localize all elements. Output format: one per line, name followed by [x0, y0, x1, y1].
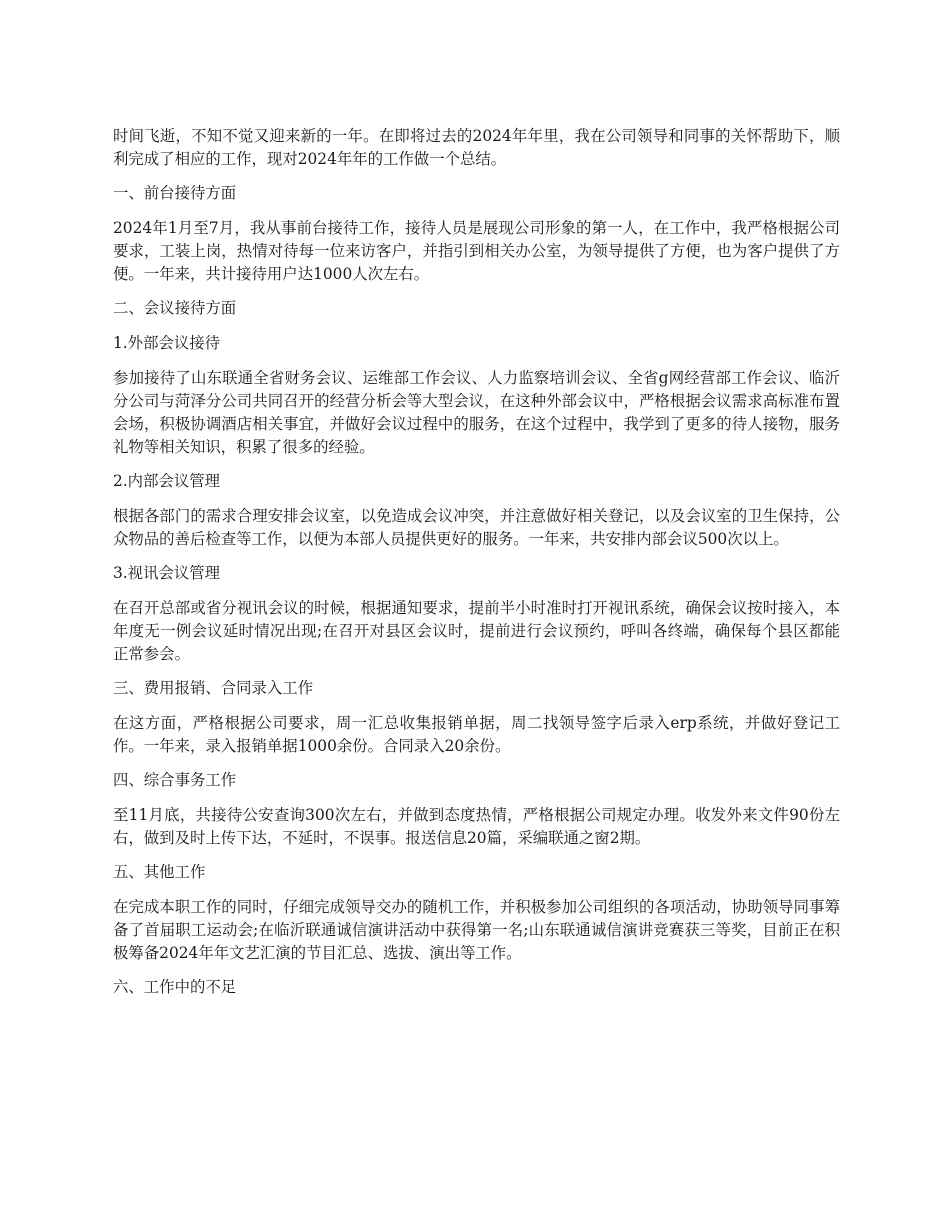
external-meetings-paragraph: 参加接待了山东联通全省财务会议、运维部工作会议、人力监察培训会议、全省g网经营部工作会议、临沂分公司与菏泽分公司共同召开的经营分析会等大型会议，在这种外部会议中，严格根据会议需求高标准布置会场，积极协调酒店相关事宜，并做好会议过程中的服务，在这个过程中，我学到了更多的待人接物，服务礼物等相关知识，积累了很多的经验。 [113, 369, 840, 456]
section-heading-expenses: 三、费用报销、合同录入工作 [113, 679, 314, 697]
other-work-paragraph: 在完成本职工作的同时，仔细完成领导交办的随机工作，并积极参加公司组织的各项活动，协助领导同事筹备了首届职工运动会;在临沂联通诚信演讲活动中获得第一名;山东联通诚信演讲竞赛获三等奖，目前正在积极筹备2024年年文艺汇演的节目汇总、选拔、演出等工作。 [113, 898, 840, 962]
section-heading-other-work: 五、其他工作 [113, 863, 206, 881]
general-affairs-paragraph: 至11月底，共接待公安查询300次左右，并做到态度热情，严格根据公司规定办理。收发外来文件90份左右，做到及时上传下达，不延时，不误事。报送信息20篇，采编联通之窗2期。 [113, 806, 840, 847]
section-heading-reception: 一、前台接待方面 [113, 184, 237, 202]
section-heading-general-affairs: 四、综合事务工作 [113, 771, 237, 789]
document-body [113, 125, 840, 1011]
subheading-video-meetings: 3.视讯会议管理 [113, 564, 221, 582]
internal-meetings-paragraph: 根据各部门的需求合理安排会议室，以免造成会议冲突，并注意做好相关登记，以及会议室的卫生保持，公众物品的善后检查等工作，以便为本部人员提供更好的服务。一年来，共安排内部会议500次以上。 [113, 507, 840, 548]
reception-paragraph: 2024年1月至7月，我从事前台接待工作，接待人员是展现公司形象的第一人，在工作中，我严格根据公司要求，工装上岗，热情对待每一位来访客户，并指引到相关办公室，为领导提供了方便，也为客户提供了方便。一年来，共计接待用户达1000人次左右。 [113, 219, 840, 283]
expenses-paragraph: 在这方面，严格根据公司要求，周一汇总收集报销单据，周二找领导签字后录入erp系统，并做好登记工作。一年来，录入报销单据1000余份。合同录入20余份。 [113, 714, 840, 755]
section-heading-shortcomings: 六、工作中的不足 [113, 978, 237, 996]
subheading-internal-meetings: 2.内部会议管理 [113, 472, 221, 490]
section-heading-meetings: 二、会议接待方面 [113, 299, 237, 317]
video-meetings-paragraph: 在召开总部或省分视讯会议的时候，根据通知要求，提前半小时准时打开视讯系统，确保会议按时接入，本年度无一例会议延时情况出现;在召开对县区会议时，提前进行会议预约，呼叫各终端，确保每个县区都能正常参会。 [113, 599, 840, 663]
intro-paragraph: 时间飞逝，不知不觉又迎来新的一年。在即将过去的2024年年里，我在公司领导和同事的关怀帮助下，顺利完成了相应的工作，现对2024年年的工作做一个总结。 [113, 127, 840, 168]
subheading-external-meetings: 1.外部会议接待 [113, 334, 221, 352]
